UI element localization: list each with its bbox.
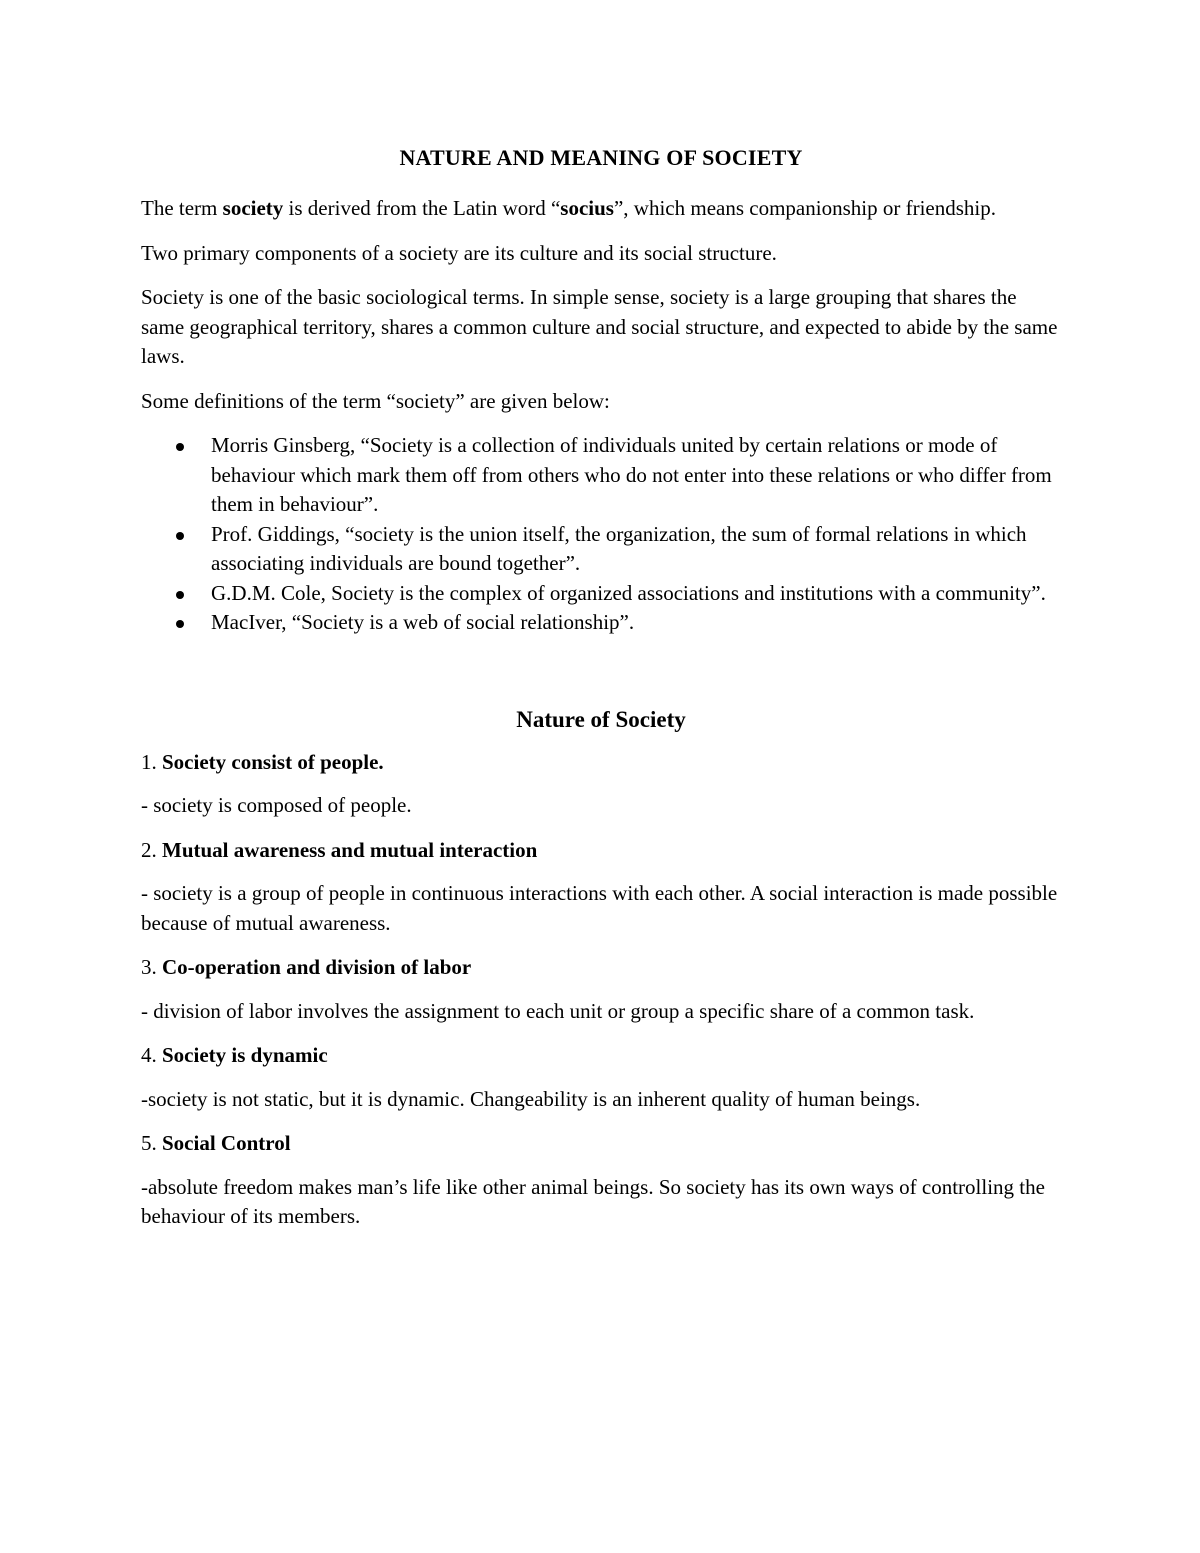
bullet-icon xyxy=(176,620,184,628)
definition-text: G.D.M. Cole, Society is the complex of organized associations and institutions with a community”. xyxy=(211,580,1046,605)
bullet-icon xyxy=(176,532,184,540)
definition-text: Morris Ginsberg, “Society is a collection of individuals united by certain relations or mode of behaviour which mark them off from others who do not enter into these relations or who differ from them in behaviour”. xyxy=(211,433,1052,516)
nature-item-body: -society is not static, but it is dynamic. Changeability is an inherent quality of human beings. xyxy=(141,1086,921,1111)
intro-paragraph-definitions-lead: Some definitions of the term “society” are given below: xyxy=(141,388,610,413)
definition-item xyxy=(141,579,1061,609)
document-page xyxy=(141,142,1061,1247)
nature-item-heading xyxy=(141,1041,1061,1071)
text-run: The term xyxy=(141,196,223,220)
item-number: 1. xyxy=(141,749,162,774)
definition-text: MacIver, “Society is a web of social relationship”. xyxy=(211,610,635,634)
nature-item-heading xyxy=(141,1129,1061,1159)
text-run: ”, which means companionship or friendship. xyxy=(613,196,996,220)
definition-item xyxy=(141,520,1061,579)
definition-item xyxy=(141,608,1061,638)
bullet-icon xyxy=(176,591,184,599)
nature-item-body: - society is a group of people in continuous interactions with each other. A social interaction is made possible because of mutual awareness. xyxy=(141,881,1058,935)
item-number: 4. xyxy=(141,1043,162,1067)
item-title: Social Control xyxy=(162,1131,291,1155)
item-number: 5. xyxy=(141,1131,162,1155)
intro-paragraph-etymology xyxy=(141,194,1061,224)
bold-term-society: society xyxy=(222,196,284,220)
document-title: NATURE AND MEANING OF SOCIETY xyxy=(399,145,803,170)
nature-item-heading xyxy=(141,953,1061,983)
bold-term-socius: socius xyxy=(560,196,614,220)
definition-text: Prof. Giddings, “society is the union itself, the organization, the sum of formal relations in which associating individuals are bound together”. xyxy=(211,521,1027,575)
item-title: Society is dynamic xyxy=(162,1043,328,1067)
section-spacer xyxy=(141,638,1061,704)
nature-item-heading xyxy=(141,748,1061,778)
definitions-list xyxy=(141,431,1061,638)
nature-item-body: -absolute freedom makes man’s life like other animal beings. So society has its own ways of controlling the behaviour of its members. xyxy=(141,1174,1045,1228)
item-number: 2. xyxy=(141,837,162,862)
definition-item xyxy=(141,431,1061,520)
text-run: is derived from the Latin word “ xyxy=(283,196,561,220)
item-title: Society consist of people. xyxy=(162,749,384,774)
nature-item-heading xyxy=(141,836,1061,866)
intro-paragraph-components: Two primary components of a society are its culture and its social structure. xyxy=(141,240,777,265)
intro-paragraph-definition: Society is one of the basic sociological terms. In simple sense, society is a large grouping that shares the same geographical territory, shares a common culture and social structure, and expected to abide by the same laws. xyxy=(141,285,1058,368)
item-number: 3. xyxy=(141,955,162,979)
nature-item-body: - division of labor involves the assignment to each unit or group a specific share of a common task. xyxy=(141,998,975,1023)
item-title: Co-operation and division of labor xyxy=(162,955,472,979)
nature-item-body: - society is composed of people. xyxy=(141,793,412,817)
item-title: Mutual awareness and mutual interaction xyxy=(162,837,538,862)
section-heading-nature: Nature of Society xyxy=(516,706,686,732)
bullet-icon xyxy=(176,443,184,451)
